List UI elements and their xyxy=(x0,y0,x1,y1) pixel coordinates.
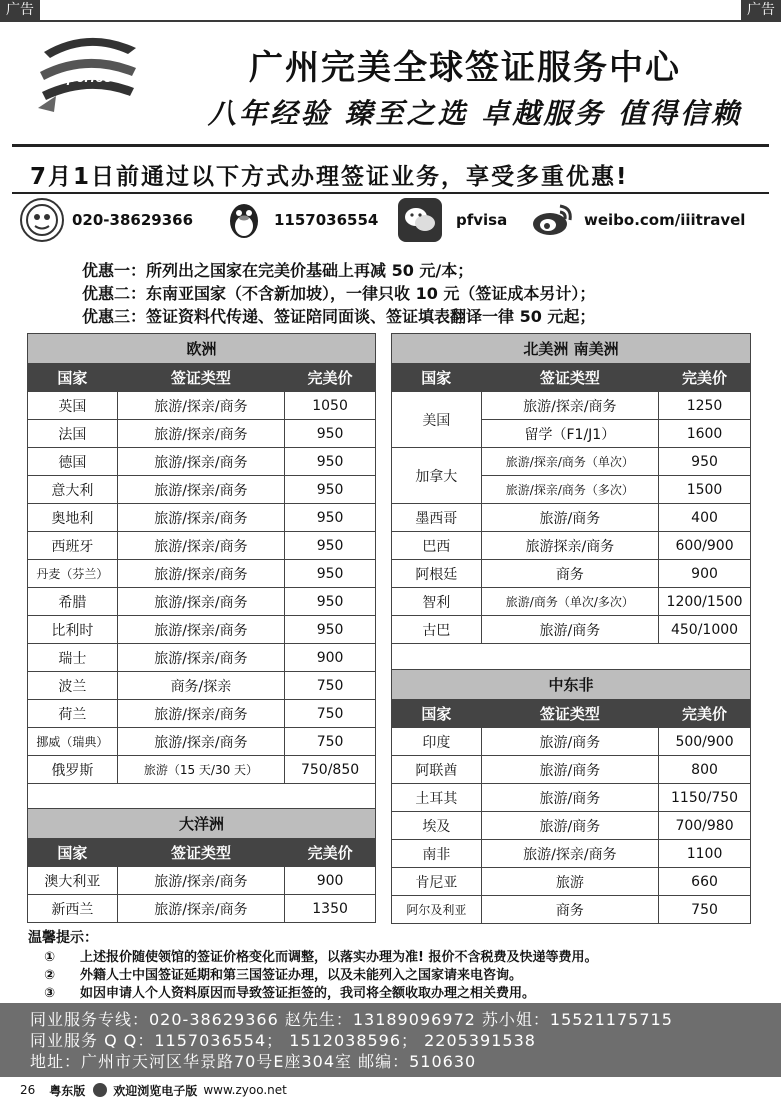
contact-weibo-text: weibo.com/iiitravel xyxy=(584,211,746,229)
price-cell: 750 xyxy=(285,728,376,756)
note-text: 外籍人士中国签证延期和第三国签证办理，以及未能列入之国家请来电咨询。 xyxy=(80,968,523,983)
type-cell: 旅游/探亲/商务 xyxy=(117,895,284,923)
table-row xyxy=(28,392,376,420)
europe-rows xyxy=(28,392,376,812)
price-cell: 700/980 xyxy=(659,812,751,840)
type-cell: 旅游/探亲/商务 xyxy=(117,504,284,532)
website-link[interactable]: www.zyoo.net xyxy=(203,1083,287,1097)
benefit-3: 优惠三：签证资料代传递、签证陪同面谈、签证填表翻译一律 50 元起； xyxy=(82,307,596,326)
type-cell: 旅游/探亲/商务 xyxy=(481,392,658,420)
table-row xyxy=(28,756,376,784)
type-cell: 旅游/探亲/商务 xyxy=(117,420,284,448)
country-cell: 德国 xyxy=(28,448,118,476)
benefit-1: 优惠一：所列出之国家在完美价基础上再减 50 元/本； xyxy=(82,261,474,280)
price-cell: 950 xyxy=(285,420,376,448)
ad-label-right: 广告 xyxy=(741,0,781,21)
page-number: 26 xyxy=(20,1083,36,1097)
country-cell: 土耳其 xyxy=(392,784,482,812)
price-cell: 950 xyxy=(659,448,751,476)
divider-promo xyxy=(12,192,769,194)
type-cell: 旅游/探亲/商务 xyxy=(117,588,284,616)
table-row xyxy=(392,840,751,868)
table-row xyxy=(392,812,751,840)
type-cell: 旅游/商务 xyxy=(481,728,658,756)
price-cell: 800 xyxy=(659,756,751,784)
type-cell: 旅游/探亲/商务（单次） xyxy=(481,448,658,476)
table-row xyxy=(28,616,376,644)
country-cell: 俄罗斯 xyxy=(28,756,118,784)
table-row xyxy=(392,784,751,812)
type-cell: 旅游/探亲/商务 xyxy=(117,448,284,476)
country-cell: 荷兰 xyxy=(28,700,118,728)
price-cell: 950 xyxy=(285,560,376,588)
contact-weibo xyxy=(530,196,745,244)
logo-text: perfect xyxy=(66,69,118,86)
price-cell: 1050 xyxy=(285,392,376,420)
country-cell: 英国 xyxy=(28,392,118,420)
type-cell: 旅游探亲/商务 xyxy=(481,532,658,560)
country-cell: 阿联酋 xyxy=(392,756,482,784)
price-cell: 750 xyxy=(285,700,376,728)
divider-top xyxy=(12,144,769,147)
oceania-rows xyxy=(28,867,376,923)
table-row xyxy=(28,476,376,504)
price-cell: 500/900 xyxy=(659,728,751,756)
col-header-country: 国家 xyxy=(392,364,482,392)
country-cell: 西班牙 xyxy=(28,532,118,560)
americas-table xyxy=(391,333,751,672)
site-logo-icon xyxy=(93,1083,107,1097)
table-row xyxy=(392,896,751,924)
table-row xyxy=(392,868,751,896)
page-footer xyxy=(0,1080,781,1100)
country-cell: 新西兰 xyxy=(28,895,118,923)
table-row xyxy=(392,448,751,476)
type-cell: 商务/探亲 xyxy=(117,672,284,700)
welcome-text: 欢迎浏览电子版 xyxy=(113,1083,198,1098)
table-row xyxy=(28,728,376,756)
table-row xyxy=(28,504,376,532)
col-header-type: 签证类型 xyxy=(481,364,658,392)
note-number: ① xyxy=(44,950,56,965)
col-header-price: 完美价 xyxy=(659,700,751,728)
americas-title: 北美洲 南美洲 xyxy=(392,334,751,364)
country-cell: 法国 xyxy=(28,420,118,448)
table-row xyxy=(392,588,751,616)
country-cell: 古巴 xyxy=(392,616,482,644)
col-header-type: 签证类型 xyxy=(117,364,284,392)
country-cell: 阿根廷 xyxy=(392,560,482,588)
type-cell: 旅游/探亲/商务 xyxy=(117,476,284,504)
type-cell: 旅游/探亲/商务 xyxy=(117,616,284,644)
price-cell: 1250 xyxy=(659,392,751,420)
price-cell: 950 xyxy=(285,532,376,560)
benefit-2: 优惠二：东南亚国家（不含新加坡），一律只收 10 元（签证成本另计）； xyxy=(82,284,596,303)
col-header-country: 国家 xyxy=(28,839,118,867)
country-cell: 印度 xyxy=(392,728,482,756)
country-cell: 智利 xyxy=(392,588,482,616)
country-cell: 阿尔及利亚 xyxy=(392,896,482,924)
table-row xyxy=(28,672,376,700)
type-cell: 旅游/探亲/商务 xyxy=(117,700,284,728)
type-cell: 留学（F1/J1） xyxy=(481,420,658,448)
price-cell: 750/850 xyxy=(285,756,376,784)
type-cell: 旅游/商务 xyxy=(481,756,658,784)
col-header-type: 签证类型 xyxy=(481,700,658,728)
type-cell: 商务 xyxy=(481,560,658,588)
type-cell: 旅游/探亲/商务 xyxy=(117,392,284,420)
price-cell: 750 xyxy=(659,896,751,924)
europe-table xyxy=(27,333,376,812)
table-row xyxy=(392,392,751,420)
mideast-africa-title: 中东非 xyxy=(392,670,751,700)
country-cell: 埃及 xyxy=(392,812,482,840)
table-row xyxy=(392,616,751,644)
table-row xyxy=(28,895,376,923)
note-number: ③ xyxy=(44,986,56,1001)
notes-title: 温馨提示： xyxy=(28,930,98,946)
mideast-africa-table xyxy=(391,669,751,924)
slogan: 八年经验 臻至之选 卓越服务 值得信赖 xyxy=(207,97,743,130)
country-cell: 肯尼亚 xyxy=(392,868,482,896)
type-cell: 旅游 xyxy=(481,868,658,896)
country-cell: 澳大利亚 xyxy=(28,867,118,895)
country-cell: 墨西哥 xyxy=(392,504,482,532)
country-cell: 波兰 xyxy=(28,672,118,700)
price-cell: 950 xyxy=(285,588,376,616)
country-cell: 挪威（瑞典） xyxy=(28,728,118,756)
price-cell: 750 xyxy=(285,672,376,700)
country-cell: 美国 xyxy=(392,392,482,448)
edition-label: 粤东版 xyxy=(49,1083,86,1098)
price-cell: 1100 xyxy=(659,840,751,868)
note-text: 上述报价随使领馆的签证价格变化而调整，以落实办理为准! 报价不含税费及快递等费用。 xyxy=(80,950,598,965)
contact-wechat xyxy=(398,196,507,244)
note-text: 如因申请人个人资料原因而导致签证拒签的，我司将全额收取办理之相关费用。 xyxy=(80,986,536,1001)
table-row xyxy=(392,532,751,560)
ad-label-left: 广告 xyxy=(0,0,40,21)
weibo-icon xyxy=(530,198,574,242)
wechat-icon xyxy=(398,198,442,242)
note-2 xyxy=(44,964,522,983)
contact-phone-text: 020-38629366 xyxy=(72,211,194,229)
footer-address: 地址：广州市天河区华景路70号E座304室 邮编：510630 xyxy=(30,1052,477,1071)
table-row xyxy=(392,504,751,532)
price-cell: 400 xyxy=(659,504,751,532)
price-cell: 600/900 xyxy=(659,532,751,560)
table-row xyxy=(28,420,376,448)
type-cell: 旅游/商务 xyxy=(481,616,658,644)
oceania-table xyxy=(27,808,376,923)
type-cell: 旅游/探亲/商务 xyxy=(481,840,658,868)
empty-row xyxy=(392,644,751,672)
country-cell: 瑞士 xyxy=(28,644,118,672)
americas-rows xyxy=(392,504,751,672)
country-cell: 丹麦（芬兰） xyxy=(28,560,118,588)
type-cell: 旅游/探亲/商务 xyxy=(117,867,284,895)
europe-title: 欧洲 xyxy=(28,334,376,364)
country-cell: 奥地利 xyxy=(28,504,118,532)
contact-wechat-text: pfvisa xyxy=(456,211,508,229)
table-row xyxy=(28,644,376,672)
price-cell: 950 xyxy=(285,448,376,476)
price-cell: 1350 xyxy=(285,895,376,923)
type-cell: 旅游/探亲/商务 xyxy=(117,644,284,672)
footer-contact-bar xyxy=(0,1003,781,1077)
top-rule xyxy=(0,20,781,22)
note-3 xyxy=(44,982,535,1001)
perfect-logo xyxy=(36,30,140,114)
oceania-title: 大洋洲 xyxy=(28,809,376,839)
col-header-type: 签证类型 xyxy=(117,839,284,867)
type-cell: 旅游/商务 xyxy=(481,784,658,812)
country-cell: 希腊 xyxy=(28,588,118,616)
footer-hotline: 同业服务专线：020-38629366 赵先生：13189096972 苏小姐：15521175715 xyxy=(30,1010,673,1029)
contact-qq xyxy=(222,196,378,244)
price-cell: 1200/1500 xyxy=(659,588,751,616)
country-cell: 比利时 xyxy=(28,616,118,644)
price-cell: 1600 xyxy=(659,420,751,448)
type-cell: 旅游/商务 xyxy=(481,812,658,840)
price-cell: 450/1000 xyxy=(659,616,751,644)
page-title: 广州完美全球签证服务中心 xyxy=(249,48,681,88)
table-row xyxy=(28,588,376,616)
table-row xyxy=(392,728,751,756)
mideast-africa-rows xyxy=(392,728,751,924)
type-cell: 旅游/探亲/商务 xyxy=(117,560,284,588)
col-header-price: 完美价 xyxy=(285,364,376,392)
price-cell: 900 xyxy=(285,867,376,895)
country-cell: 意大利 xyxy=(28,476,118,504)
country-cell: 巴西 xyxy=(392,532,482,560)
table-row xyxy=(28,700,376,728)
type-cell: 旅游/探亲/商务 xyxy=(117,532,284,560)
type-cell: 旅游/探亲/商务（多次） xyxy=(481,476,658,504)
col-header-price: 完美价 xyxy=(285,839,376,867)
note-number: ② xyxy=(44,968,56,983)
phone-mascot-icon xyxy=(20,198,64,242)
type-cell: 旅游/探亲/商务 xyxy=(117,728,284,756)
table-row xyxy=(28,867,376,895)
country-cell: 南非 xyxy=(392,840,482,868)
table-row xyxy=(28,532,376,560)
promo-headline: 7月1日前通过以下方式办理签证业务，享受多重优惠! xyxy=(30,164,629,190)
table-row xyxy=(392,756,751,784)
type-cell: 旅游/商务（单次/多次） xyxy=(481,588,658,616)
price-cell: 950 xyxy=(285,476,376,504)
price-cell: 950 xyxy=(285,616,376,644)
price-cell: 1500 xyxy=(659,476,751,504)
type-cell: 旅游（15 天/30 天） xyxy=(117,756,284,784)
col-header-country: 国家 xyxy=(28,364,118,392)
country-cell: 加拿大 xyxy=(392,448,482,504)
type-cell: 商务 xyxy=(481,896,658,924)
note-1 xyxy=(44,946,597,965)
qq-penguin-icon xyxy=(222,198,266,242)
table-row xyxy=(28,560,376,588)
contact-qq-text: 1157036554 xyxy=(274,211,379,229)
price-cell: 660 xyxy=(659,868,751,896)
table-row xyxy=(28,448,376,476)
contact-phone xyxy=(20,196,193,244)
footer-qq: 同业服务 Q Q：1157036554； 1512038596； 2205391538 xyxy=(30,1031,536,1050)
type-cell: 旅游/商务 xyxy=(481,504,658,532)
price-cell: 900 xyxy=(285,644,376,672)
price-cell: 950 xyxy=(285,504,376,532)
price-cell: 900 xyxy=(659,560,751,588)
price-cell: 1150/750 xyxy=(659,784,751,812)
col-header-price: 完美价 xyxy=(659,364,751,392)
table-row xyxy=(392,560,751,588)
col-header-country: 国家 xyxy=(392,700,482,728)
